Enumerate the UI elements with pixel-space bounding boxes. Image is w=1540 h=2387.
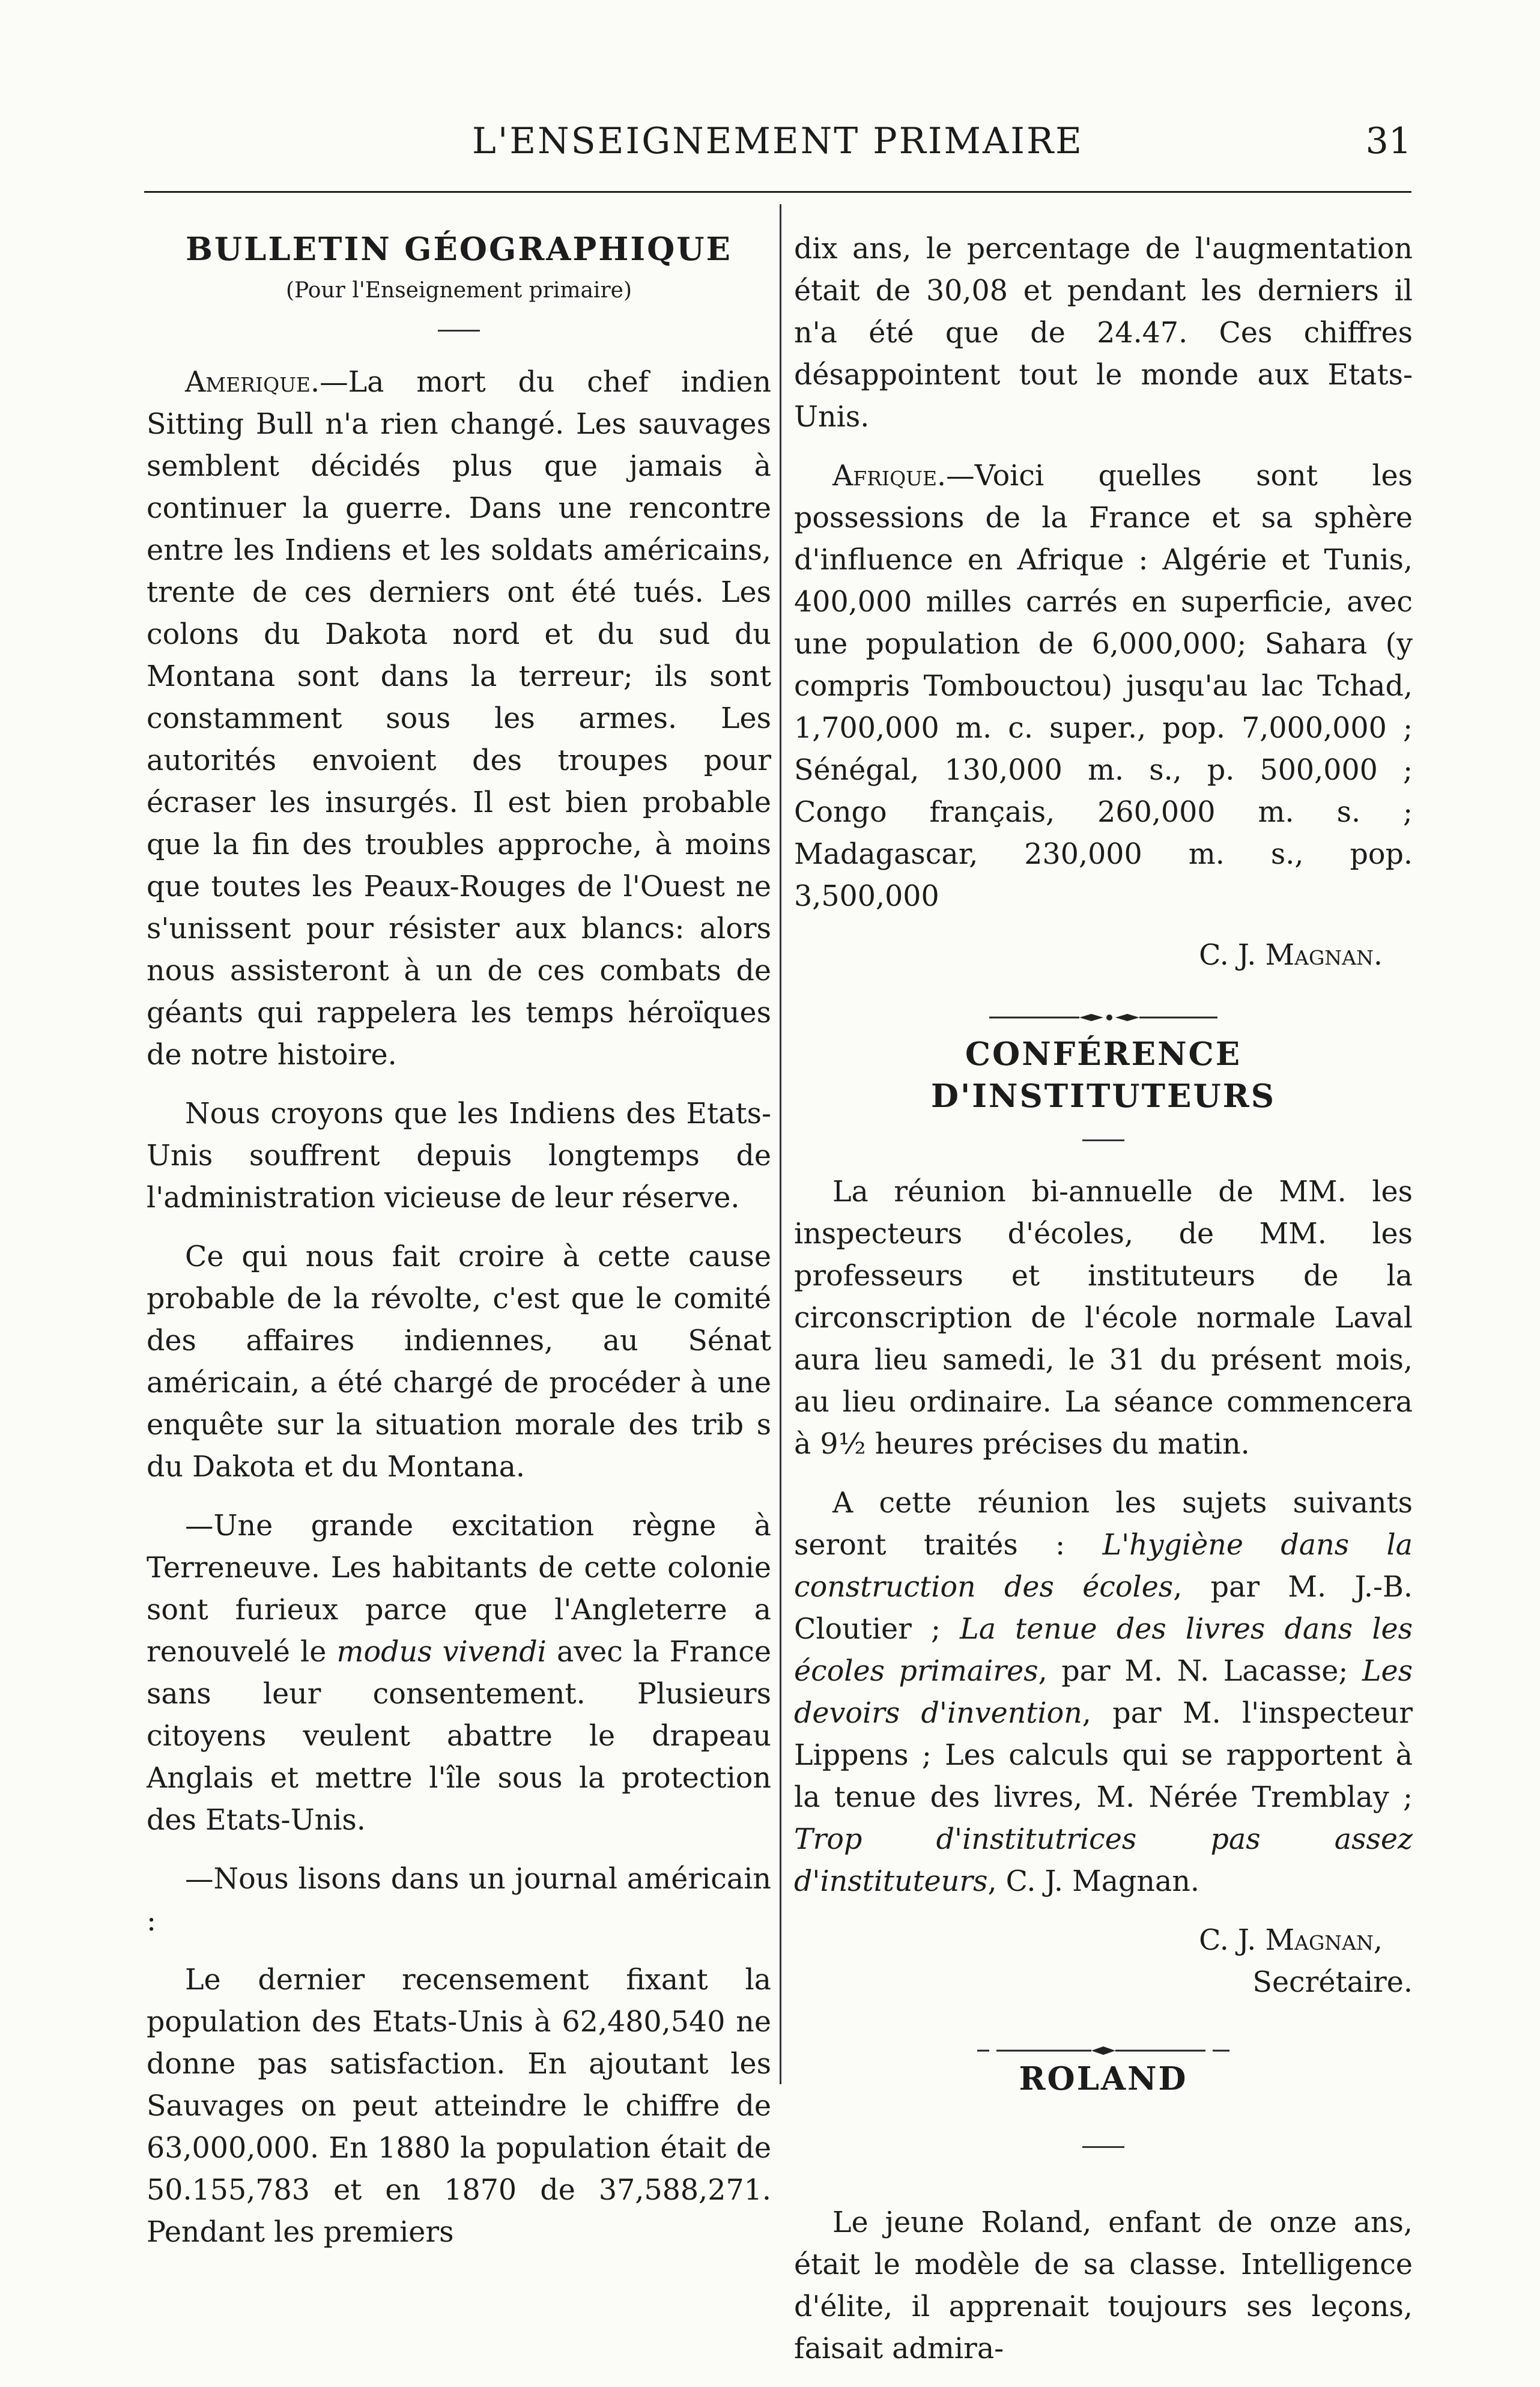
running-header	[144, 114, 1411, 168]
signature	[794, 1920, 1413, 1962]
bulletin-title: BULLETIN GÉOGRAPHIQUE	[186, 231, 732, 268]
signature	[794, 935, 1413, 977]
paragraph-terreneuve	[147, 1505, 771, 1842]
roland-title: ROLAND	[1019, 2060, 1188, 2097]
paragraph-lead: Amerique.	[185, 366, 320, 399]
section-dash	[794, 1117, 1413, 1159]
page-number: 31	[1365, 120, 1411, 162]
ornament-icon	[977, 2043, 1229, 2058]
signature-text: C. J. Magnan.	[1199, 939, 1383, 972]
ornament-divider	[794, 2028, 1413, 2046]
conference-title: CONFÉRENCE D'INSTITUTEURS	[931, 1036, 1276, 1115]
paragraph-text: , par M. J.-B. Cloutier ;	[794, 1571, 1413, 1646]
paragraph: Nous croyons que les Indiens des Etats-Unis souffrent depuis longtemps de l'administration vicieuse de leur réserve.	[147, 1097, 771, 1215]
header-rule	[144, 191, 1411, 193]
italic-phrase: La tenue des livres dans les écoles primaires	[794, 1613, 1413, 1688]
paragraph-text: —Voici quelles sont les possessions de la France et sa sphère d'influence en Afrique : Algérie et Tunis, 400,000 milles carrés en superficie, avec une population de 6,000,000; Sahara (y compris Tombouctou) jusqu'au lac Tchad, 1,700,000 m. c. super., pop. 7,000,000 ; Sénégal, 130,000 m. s., p. 500,000 ; Congo français, 260,000 m. s. ; Madagascar, 230,000 m. s., pop. 3,500,000	[794, 460, 1413, 913]
paragraph: Le dernier recensement fixant la population des Etats-Unis à 62,480,540 ne donne pas satisfaction. En ajoutant les Sauvages on peut atteindre le chiffre de 63,000,000. En 1880 la population était de 50.155,783 et en 1870 de 37,588,271. Pendant les premiers	[147, 1964, 771, 2249]
paragraph-continuation: dix ans, le percentage de l'augmentation était de 30,08 et pendant les derniers il n'a été que de 24.47. Ces chiffres désappointent tout le monde aux Etats-Unis.	[794, 232, 1413, 434]
paragraph-text: —La mort du chef indien Sitting Bull n'a rien changé. Les sauvages semblent décidés plus que jamais à continuer la guerre. Dans une rencontre entre les Indiens et les soldats américains, trente de ces derniers ont été tués. Les colons du Dakota nord et du sud du Montana sont dans la terreur; ils sont constamment sous les armes. Les autorités envoient des troupes pour écraser les insurgés. Il est bien probable que la fin des troubles approche, à moins que toutes les Peaux-Rouges de l'Ouest ne s'unissent pour résister aux blancs: alors nous assisteront à un de ces combats de géants qui rappelera les temps héroïques de notre histoire.	[147, 366, 771, 1072]
italic-phrase: modus vivendi	[336, 1636, 547, 1669]
section-dash	[147, 308, 771, 350]
italic-phrase: Trop d'institutrices pas assez d'instituteurs	[794, 1823, 1413, 1898]
left-column	[147, 228, 771, 2270]
italic-phrase: Les devoirs d'invention	[794, 1655, 1413, 1730]
bulletin-source: (Pour l'Enseignement primaire)	[286, 278, 632, 303]
paragraph-text: , C. J. Magnan.	[987, 1865, 1200, 1898]
paragraph-afrique	[794, 455, 1413, 918]
ornament-divider	[794, 995, 1413, 1013]
paragraph-amerique	[147, 362, 771, 1076]
paragraph: —Nous lisons dans un journal américain :	[147, 1863, 771, 1938]
signature-text: C. J. Magnan,	[1199, 1924, 1383, 1957]
paragraph-text: A cette réunion les sujets suivants seront traités :	[794, 1487, 1413, 1562]
paragraph-text: , par M. l'inspecteur Lippens ; Les calculs qui se rapportent à la tenue des livres, M. Nérée Tremblay ;	[794, 1697, 1413, 1814]
paragraph: La réunion bi-annuelle de MM. les inspecteurs d'écoles, de MM. les professeurs et instituteurs de la circonscription de l'école normale Laval aura lieu samedi, le 31 du présent mois, au lieu ordinaire. La séance commencera à 9½ heures précises du matin.	[794, 1175, 1413, 1461]
paragraph-text: , par M. N. Lacasse;	[1038, 1655, 1362, 1688]
paragraph-topics	[794, 1482, 1413, 1903]
journal-title: L'ENSEIGNEMENT PRIMAIRE	[472, 120, 1084, 162]
section-dash	[794, 2124, 1413, 2166]
italic-phrase: L'hygiène dans la construction des écoles	[794, 1529, 1413, 1604]
paragraph: Le jeune Roland, enfant de onze ans, était le modèle de sa classe. Intelligence d'élite, il apprenait toujours ses leçons, faisait admira-	[794, 2206, 1413, 2365]
paragraph: Ce qui nous fait croire à cette cause probable de la révolte, c'est que le comité des affaires indiennes, au Sénat américain, a été chargé de procéder à une enquête sur la situation morale des trib s du Dakota et du Montana.	[147, 1240, 771, 1484]
paragraph-lead: Afrique.	[832, 460, 947, 493]
paragraph-text: —Une grande excitation règne à Terreneuve. Les habitants de cette colonie sont furieux parce que l'Angleterre a renouvelé le	[147, 1509, 771, 1669]
signature-role: Secrétaire.	[1252, 1966, 1413, 1999]
paragraph-text: avec la France sans leur consentement. Plusieurs citoyens veulent abattre le drapeau Anglais et mettre l'île sous la protection des Etats-Unis.	[147, 1636, 771, 1837]
ornament-icon	[989, 1010, 1217, 1025]
right-column	[794, 228, 1413, 2387]
column-divider	[780, 204, 781, 2084]
